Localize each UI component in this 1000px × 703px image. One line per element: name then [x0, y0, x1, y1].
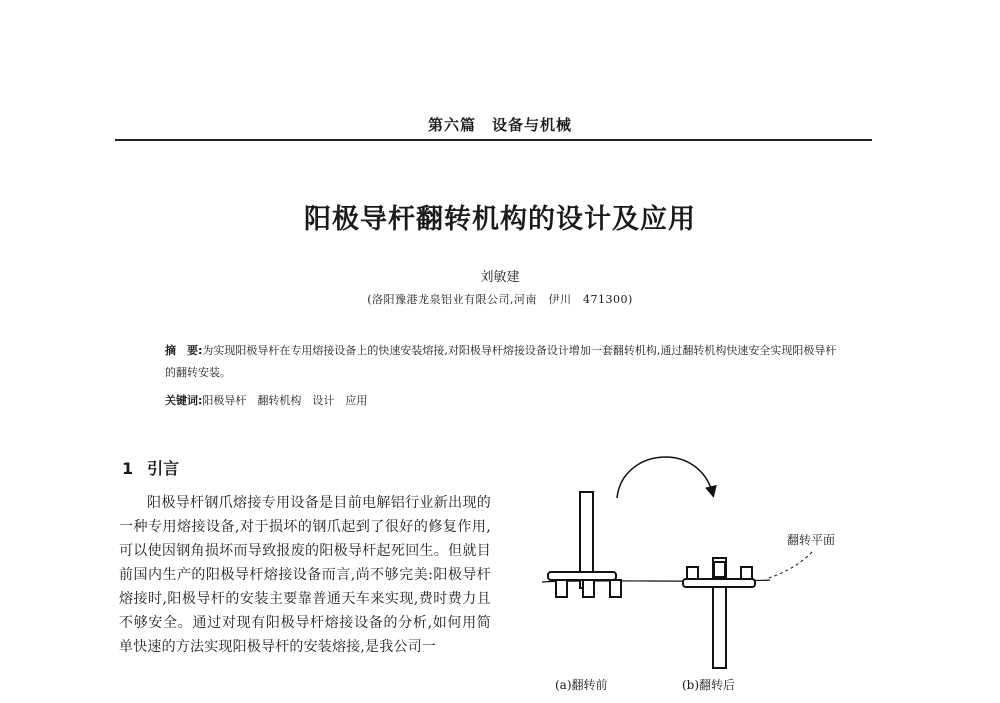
paper-title: 阳极导杆翻转机构的设计及应用 — [304, 204, 696, 235]
category-label: 设备与机械 — [492, 116, 573, 134]
header-divider — [115, 139, 872, 141]
anode-rod-before — [548, 492, 621, 597]
flip-mechanism-figure — [520, 440, 880, 676]
part-label: 第六篇 — [427, 116, 476, 134]
abstract — [165, 340, 845, 384]
abstract-text: 为实现阳极导杆在专用熔接设备上的快速安装熔接,对阳极导杆熔接设备设计增加一套翻转机构,通过翻转机构快速安全实现阳极导杆的翻转安装。 — [165, 344, 837, 379]
rotation-arrow — [617, 457, 713, 498]
affiliation: (洛阳豫港龙泉铝业有限公司,河南 伊川 471300) — [367, 293, 633, 306]
anode-rod-after — [683, 558, 755, 668]
keywords-text: 阳极导杆 翻转机构 设计 应用 — [202, 394, 368, 407]
caption-before: (a)翻转前 — [555, 678, 608, 692]
keywords-label: 关键词: — [165, 394, 203, 407]
author: 刘敏建 — [480, 270, 520, 285]
caption-after: (b)翻转后 — [682, 678, 736, 692]
flip-plane-label: 翻转平面 — [787, 533, 836, 547]
section-header — [0, 114, 1000, 135]
section-number: 1 — [122, 459, 134, 478]
section-heading — [122, 456, 179, 479]
body-paragraph: 阳极导杆钢爪熔接专用设备是目前电解铝行业新出现的一种专用熔接设备,对于损坏的钢爪起到了很好的修复作用,可以使因钢角损坏而导致报废的阳极导杆起死回生。但就目前国内生产的阳极导杆熔接设备而言,尚不够完美:阳极导杆熔接时,阳极导杆的安装主要靠普通天车来实现,费时费力且不够安全。通过对现有阳极导杆熔接设备的分析,如何用简单快速的方法实现阳极导杆的安装熔接,是我公司一 — [119, 495, 491, 655]
abstract-label: 摘 要: — [165, 344, 203, 357]
keywords — [165, 392, 845, 408]
flip-plane-leader — [766, 552, 812, 579]
section-title: 引言 — [147, 459, 180, 478]
